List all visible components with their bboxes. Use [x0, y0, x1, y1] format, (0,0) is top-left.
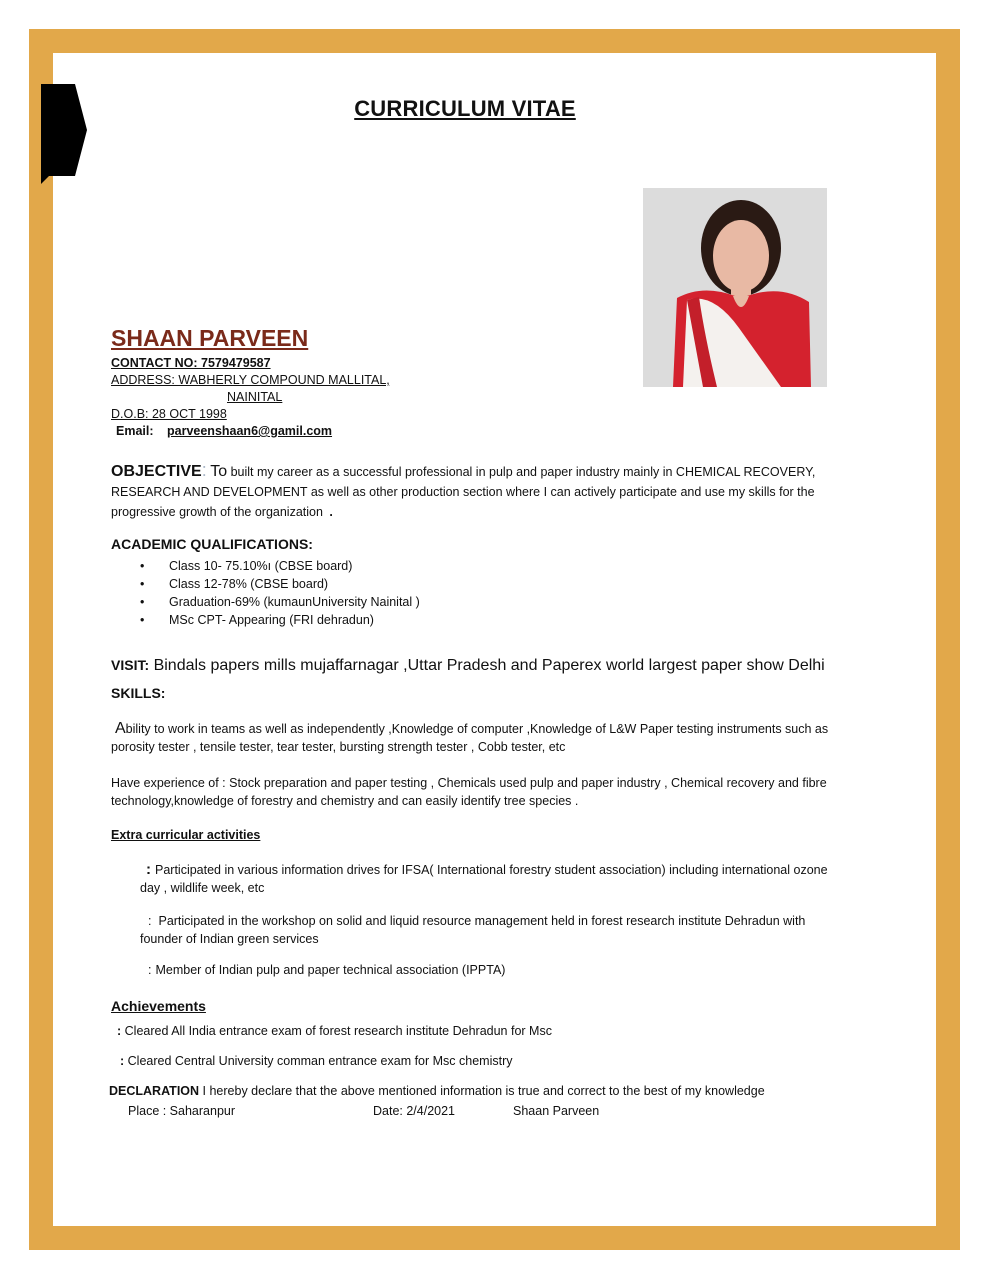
address-line1: ADDRESS: WABHERLY COMPOUND MALLITAL,: [111, 373, 390, 387]
list-item: • Graduation-69% (kumaunUniversity Nainital ): [111, 593, 420, 611]
skills-paragraph-2: [111, 774, 861, 810]
date-of-birth: D.O.B: 28 OCT 1998: [111, 407, 227, 421]
extra-item-2-line1: Participated in the workshop on solid and liquid resource management held in forest research institute Dehradun with: [158, 914, 806, 928]
list-item: • MSc CPT- Appearing (FRI dehradun): [111, 611, 420, 629]
objective-line1: built my career as a successful professional in pulp and paper industry mainly in CHEMICAL RECOVERY,: [227, 465, 816, 479]
achievements-heading: Achievements: [111, 998, 206, 1014]
declaration-place: Place : Saharanpur: [128, 1104, 236, 1118]
skills-p2-line1: Have experience of : Stock preparation and paper testing , Chemicals used pulp and paper industry , Chemical recovery and fibre: [111, 776, 827, 790]
declaration-row: [109, 1083, 909, 1099]
candidate-name: SHAAN PARVEEN: [111, 325, 309, 351]
achievement-item: : Cleared All India entrance exam of forest research institute Dehradun for Msc: [117, 1024, 552, 1038]
contact-number: CONTACT NO: 7579479587: [111, 356, 271, 370]
extra-item-2: : Participated in the workshop on solid and liquid resource management held in forest research institute Dehradun with founder of Indian green services: [140, 912, 870, 948]
skills-p1-line2: porosity tester , tensile tester, tear tester, bursting strength tester , Cobb tester, etc: [111, 740, 566, 754]
objective-lead: To: [210, 463, 228, 480]
skills-p1-line1: bility to work in teams as well as independently ,Knowledge of computer ,Knowledge of L&W Paper testing instruments such as: [125, 722, 829, 736]
achievement-item: : Cleared Central University comman entrance exam for Msc chemistry: [120, 1054, 513, 1068]
portrait-illustration: [643, 188, 827, 387]
objective-end: .: [329, 505, 333, 519]
visit-label: VISIT:: [111, 657, 150, 673]
skills-heading: SKILLS:: [111, 685, 166, 701]
declaration-signature: Shaan Parveen: [513, 1104, 600, 1118]
profile-photo: [643, 188, 827, 387]
extra-item-3: : Member of Indian pulp and paper technical association (IPPTA): [148, 963, 506, 977]
email-link[interactable]: parveenshaan6@gamil.com: [167, 424, 333, 438]
academic-heading: ACADEMIC QUALIFICATIONS:: [111, 536, 313, 552]
page-title: CURRICULUM VITAE: [354, 96, 576, 121]
skills-cap-letter: A: [115, 720, 126, 737]
extra-item-3-line1: Member of Indian pulp and paper technical association (IPPTA): [155, 963, 506, 977]
objective-label: OBJECTIVE: [111, 463, 202, 480]
skills-p2-line2: technology,knowledge of forestry and chemistry and can easily identify tree species .: [111, 794, 579, 808]
declaration-text: I hereby declare that the above mentioned information is true and correct to the best of my knowledge: [202, 1084, 765, 1098]
objective-colon: :: [201, 460, 207, 480]
visit-text: Bindals papers mills mujaffarnagar ,Uttar Pradesh and Paperex world largest paper show Delhi: [153, 657, 825, 674]
academic-list: [111, 557, 420, 629]
email-label: Email:: [116, 424, 154, 438]
visit-row: [111, 657, 891, 675]
extra-item-1-line1: Participated in various information drives for IFSA( International forestry student association) including international ozone: [155, 863, 828, 877]
declaration-label: DECLARATION: [109, 1084, 200, 1098]
objective-section: [111, 460, 861, 522]
objective-line3: progressive growth of the organization: [111, 505, 323, 519]
list-item: • Class 10- 75.10%ı (CBSE board): [111, 557, 420, 575]
extra-heading: Extra curricular activities: [111, 828, 261, 842]
list-item: • Class 12-78% (CBSE board): [111, 575, 420, 593]
extra-item-2-line2: founder of Indian green services: [140, 932, 319, 946]
declaration-date: Date: 2/4/2021: [373, 1104, 456, 1118]
skills-paragraph-1: [111, 720, 861, 756]
email-row: [116, 423, 332, 439]
extra-item-1-line2: day , wildlife week, etc: [140, 881, 265, 895]
objective-line2: RESEARCH AND DEVELOPMENT as well as other production section where I can actively participate and use my skills for the: [111, 485, 815, 499]
extra-item-1: : Participated in various information drives for IFSA( International forestry student association) including international ozone day , wildlife week, etc: [140, 861, 870, 897]
address-line2: NAINITAL: [227, 390, 283, 404]
